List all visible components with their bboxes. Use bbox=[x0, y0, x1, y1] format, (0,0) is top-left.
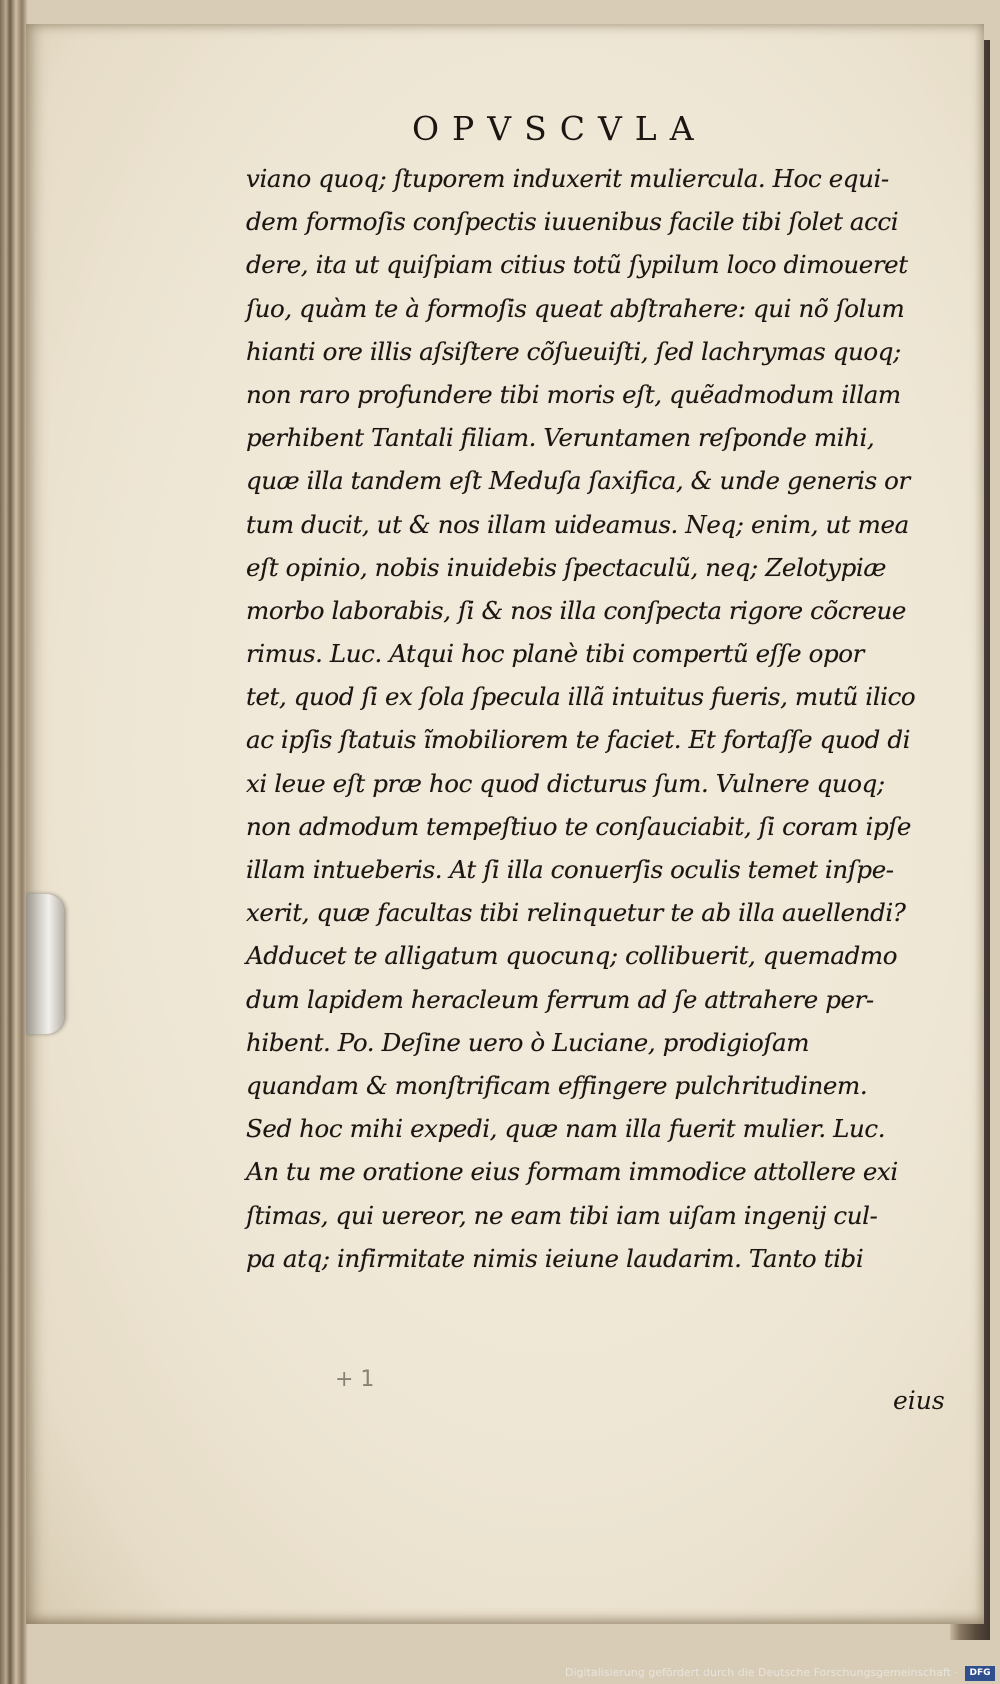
text-line: rimus. Luc. Atqui hoc planè tibi compertũ eſſe opor bbox=[246, 639, 864, 669]
text-line: tum ducit, ut & nos illam uideamus. Neq; enim, ut mea bbox=[246, 509, 909, 539]
text-line: ſtimas, qui uereor, ne eam tibi iam uiſam ingenij cul- bbox=[246, 1200, 878, 1230]
stray-mark: + 1 bbox=[335, 1367, 375, 1392]
running-head: OPVSCVLA bbox=[412, 109, 707, 148]
text-line: quæ illa tandem eſt Meduſa ſaxifica, & unde generis or bbox=[246, 466, 910, 496]
text-line: xi leue eſt præ hoc quod dicturus ſum. Vulnere quoq; bbox=[246, 768, 885, 798]
page-clip bbox=[26, 894, 64, 1034]
text-line: viano quoq; ſtuporem induxerit muliercula. Hoc equi- bbox=[246, 164, 889, 193]
digitization-credit: Digitalisierung gefördert durch die Deutsche Forschungsgemeinschaft · bbox=[565, 1666, 958, 1679]
catchword: eius bbox=[893, 1386, 945, 1415]
text-line: xerit, quæ facultas tibi relinquetur te ab illa auellendi? bbox=[246, 898, 906, 928]
dfg-logo: DFG bbox=[965, 1666, 995, 1681]
text-line: dere, ita ut quiſpiam citius totũ ſypilum loco dimoueret bbox=[246, 250, 908, 280]
text-line: hianti ore illis aſsiſtere cõſueuiſti, ſed lachrymas quoq; bbox=[246, 336, 901, 366]
text-line: illam intueberis. At ſi illa conuerſis oculis temet inſpe- bbox=[246, 855, 894, 884]
text-line: tet, quod ſi ex ſola ſpecula illã intuitus fueris, mutũ ilico bbox=[246, 682, 916, 712]
text-line: Adducet te alligatum quocunq; collibuerit, quemadmo bbox=[246, 941, 898, 971]
text-line: hibent. Po. Deſine uero ò Luciane, prodigioſam bbox=[246, 1027, 810, 1057]
text-line: eſt opinio, nobis inuidebis ſpectaculũ, neq; Zelotypiæ bbox=[246, 552, 886, 582]
text-line: perhibent Tantali filiam. Veruntamen reſponde mihi, bbox=[246, 423, 875, 453]
text-line: Sed hoc mihi expedi, quæ nam illa fuerit mulier. Luc. bbox=[246, 1114, 886, 1144]
text-line: dum lapidem heracleum ferrum ad ſe attrahere per- bbox=[246, 984, 874, 1014]
text-line: non admodum tempeſtiuo te conſauciabit, ſi coram ipſe bbox=[246, 811, 912, 841]
text-line: non raro profundere tibi moris eſt, quẽadmodum illam bbox=[246, 379, 901, 409]
text-line: ac ipſis ſtatuis ĩmobiliorem te faciet. Et fortaſſe quod di bbox=[246, 725, 911, 755]
text-line: An tu me oratione eius formam immodice attollere exi bbox=[246, 1157, 898, 1187]
body-text bbox=[246, 157, 966, 1280]
text-line: quandam & monſtrificam effingere pulchritudinem. bbox=[246, 1070, 868, 1100]
text-line: dem formoſis conſpectis iuuenibus facile tibi ſolet acci bbox=[246, 207, 899, 237]
text-line: morbo laborabis, ſi & nos illa conſpecta rigore cõcreue bbox=[246, 595, 906, 625]
text-line: pa atq; infirmitate nimis ieiune laudarim. Tanto tibi bbox=[246, 1243, 864, 1273]
text-line: ſuo, quàm te à formoſis queat abſtrahere: qui nõ ſolum bbox=[246, 293, 905, 323]
